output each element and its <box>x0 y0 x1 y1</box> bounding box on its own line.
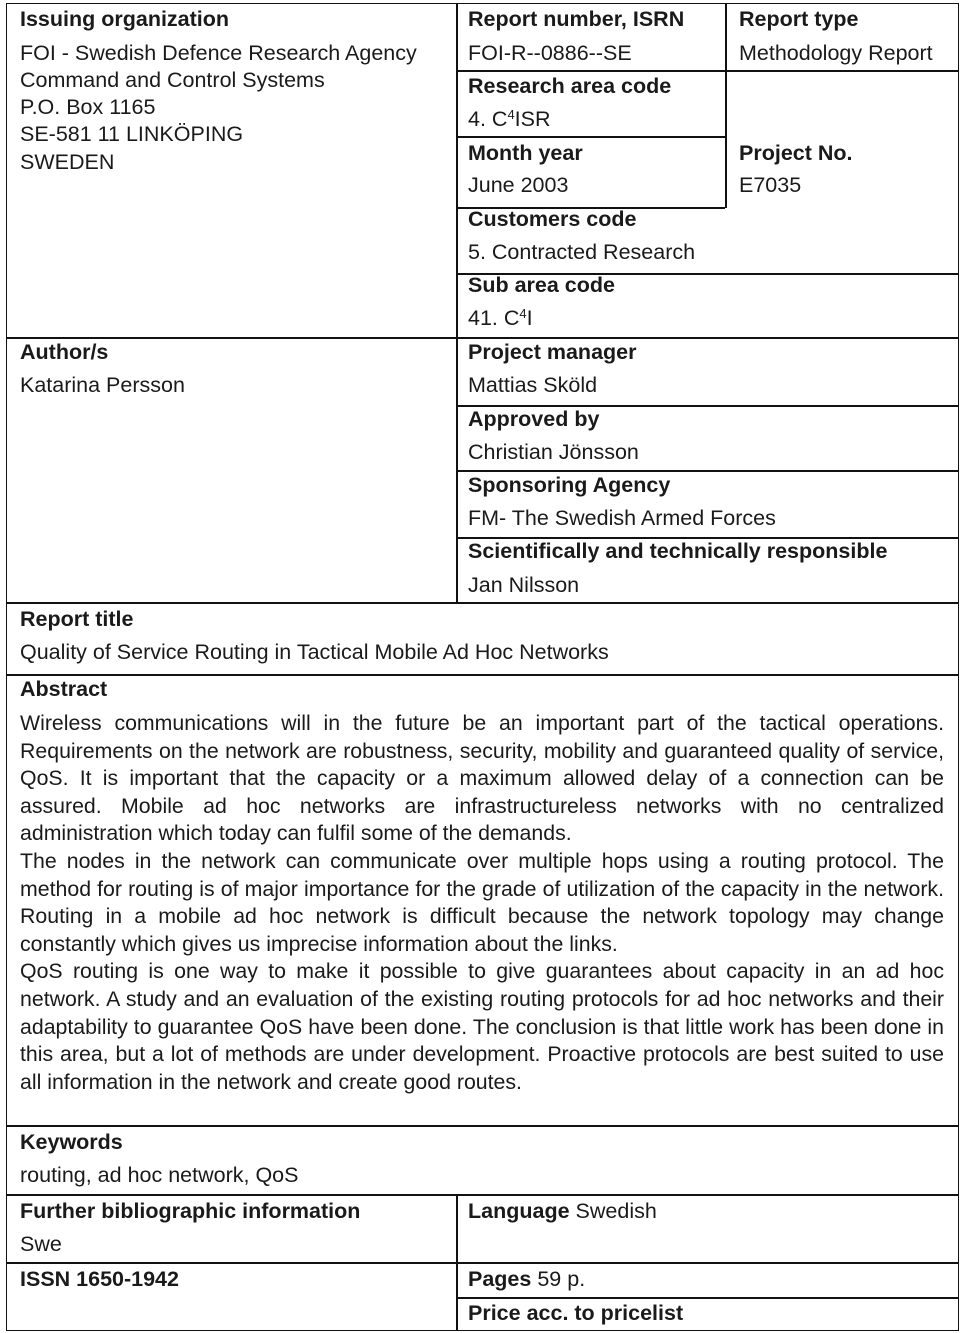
row-divider <box>6 1262 959 1264</box>
keywords-label: Keywords <box>20 1130 123 1154</box>
abstract-label: Abstract <box>20 677 108 701</box>
report-type-value: Methodology Report <box>739 41 933 65</box>
row-divider <box>456 136 725 138</box>
author-value: Katarina Persson <box>20 373 185 397</box>
issuing-org-line: P.O. Box 1165 <box>20 95 156 119</box>
sponsoring-agency-label: Sponsoring Agency <box>468 473 671 497</box>
keywords-value: routing, ad hoc network, QoS <box>20 1163 299 1187</box>
row-divider <box>6 1194 959 1196</box>
author-label: Author/s <box>20 340 109 364</box>
approved-by-label: Approved by <box>468 407 600 431</box>
sponsoring-agency-value: FM- The Swedish Armed Forces <box>468 506 776 530</box>
pages-value: 59 p. <box>537 1267 586 1291</box>
issuing-org-line: FOI - Swedish Defence Research Agency <box>20 41 417 65</box>
sub-area-label: Sub area code <box>468 273 615 297</box>
row-divider <box>6 674 959 676</box>
customers-code-label: Customers code <box>468 207 637 231</box>
responsible-label: Scientifically and technically responsible <box>468 539 888 563</box>
row-divider <box>456 70 959 72</box>
research-area-value: 4. $C^4ISR$ <box>468 107 551 131</box>
project-no-label: Project No. <box>739 141 853 165</box>
abstract-paragraph: The nodes in the network can communicate over multiple hops using a routing protocol. The method for routing is of major importance for the grade of utilization of the capacity in the network. Routing in a mobile ad hoc network is difficult because the network topology may change constantly which gives us imprecise information about the links. <box>20 848 944 956</box>
research-area-label: Research area code <box>468 74 672 98</box>
issuing-organization-label: Issuing organization <box>20 7 230 31</box>
issn-label: ISSN 1650-1942 <box>20 1267 179 1291</box>
project-manager-label: Project manager <box>468 340 637 364</box>
sub-area-value: 41. $C^4I$ <box>468 306 533 330</box>
report-title-label: Report title <box>20 607 134 631</box>
further-bib-value: Swe <box>20 1232 62 1256</box>
report-form-frame <box>6 3 959 1331</box>
report-number-value: FOI-R--0886--SE <box>468 41 632 65</box>
customers-code-value: 5. Contracted Research <box>468 240 696 264</box>
report-number-label: Report number, ISRN <box>468 7 685 31</box>
abstract-paragraph: QoS routing is one way to make it possible to give guarantees about capacity in an ad hoc network. A study and an evaluation of the existing routing protocols for ad hoc networks and their adaptability to guarantee QoS have been done. The conclusion is that little work has been done in this area, but a lot of methods are under development. Proactive protocols are best suited to use all information in the network and create good routes. <box>20 959 944 1094</box>
row-divider <box>456 1297 959 1299</box>
project-no-value: E7035 <box>739 173 802 197</box>
issuing-org-line: Command and Control Systems <box>20 68 325 92</box>
column-divider-right <box>725 3 727 208</box>
price-label: Price acc. to pricelist <box>468 1301 684 1325</box>
language-label: Language <box>468 1199 570 1223</box>
month-year-value: June 2003 <box>468 173 569 197</box>
report-title-value: Quality of Service Routing in Tactical Mobile Ad Hoc Networks <box>20 640 609 664</box>
project-manager-value: Mattias Sköld <box>468 373 598 397</box>
column-divider-bottom <box>456 1194 458 1331</box>
further-bib-label: Further bibliographic information <box>20 1199 361 1223</box>
issuing-org-line: SWEDEN <box>20 150 115 174</box>
report-type-label: Report type <box>739 7 859 31</box>
column-divider-left <box>456 3 458 603</box>
row-divider <box>6 602 959 604</box>
language-value: Swedish <box>575 1199 657 1223</box>
abstract-paragraph: Wireless communications will in the future be an important part of the tactical operations. Requirements on the network are robustness, security, mobility and guaranteed quality of service, QoS. It is important that the capacity or a maximum allowed delay of a connection can be assured. Mobile ad hoc networks are infrastructureless networks with no centralized administration which today can fulfil some of the demands. <box>20 711 944 846</box>
language-field <box>468 1198 657 1225</box>
month-year-label: Month year <box>468 141 583 165</box>
abstract-body <box>20 710 944 1096</box>
pages-label: Pages <box>468 1267 532 1291</box>
approved-by-value: Christian Jönsson <box>468 440 639 464</box>
responsible-value: Jan Nilsson <box>468 573 580 597</box>
issuing-org-line: SE-581 11 LINKÖPING <box>20 122 244 146</box>
pages-field <box>468 1266 585 1293</box>
row-divider <box>6 1125 959 1127</box>
